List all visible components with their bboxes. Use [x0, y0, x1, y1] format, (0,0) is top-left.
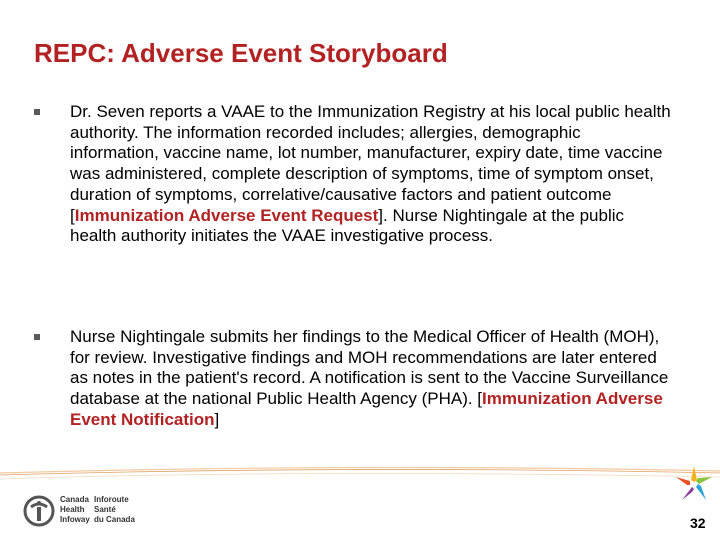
bullet-text-before: Dr. Seven reports a VAAE to the Immunization Registry at his local public health authority. The information recorded includes; allergies, demographic information, vaccine name, lot number, manufacturer, expiry date, time vaccine was administered, complete description of symptoms, time of symptom onset, duration of symptoms, correlative/causative factors and patient outcome [	[70, 102, 671, 225]
square-bullet-icon	[34, 334, 40, 340]
square-bullet-icon	[34, 109, 40, 115]
decorative-swoosh-divider	[0, 455, 720, 485]
bullet-text-after: ]. Nurse Nightingale at the public health authority initiates the VAAE investigative process.	[70, 205, 624, 246]
logo-french-text: Inforoute Santé du Canada	[94, 495, 135, 524]
star-flower-icon	[672, 462, 716, 506]
infoway-emblem-icon	[22, 494, 56, 528]
message-name: Immunization Adverse Event Notification	[70, 389, 663, 429]
bullet-text	[70, 102, 674, 247]
canada-health-infoway-logo	[22, 494, 142, 534]
bullet-item	[34, 102, 674, 247]
bullet-text-after: ]	[214, 409, 220, 429]
bullet-item	[34, 327, 674, 431]
logo-english-text: Canada Health Infoway	[60, 495, 90, 524]
message-name: Immunization Adverse Event Request	[74, 205, 379, 225]
bullet-text	[70, 327, 674, 431]
page-number: 32	[690, 515, 706, 531]
bullet-text-before: Nurse Nightingale submits her findings to the Medical Officer of Health (MOH), for review. Investigative findings and MOH recommendations are later entered as notes in the patient's record. A notification is sent to the Vaccine Surveillance database at the national Public Health Agency (PHA). [	[70, 327, 669, 409]
slide-title: REPC: Adverse Event Storyboard	[34, 38, 448, 68]
